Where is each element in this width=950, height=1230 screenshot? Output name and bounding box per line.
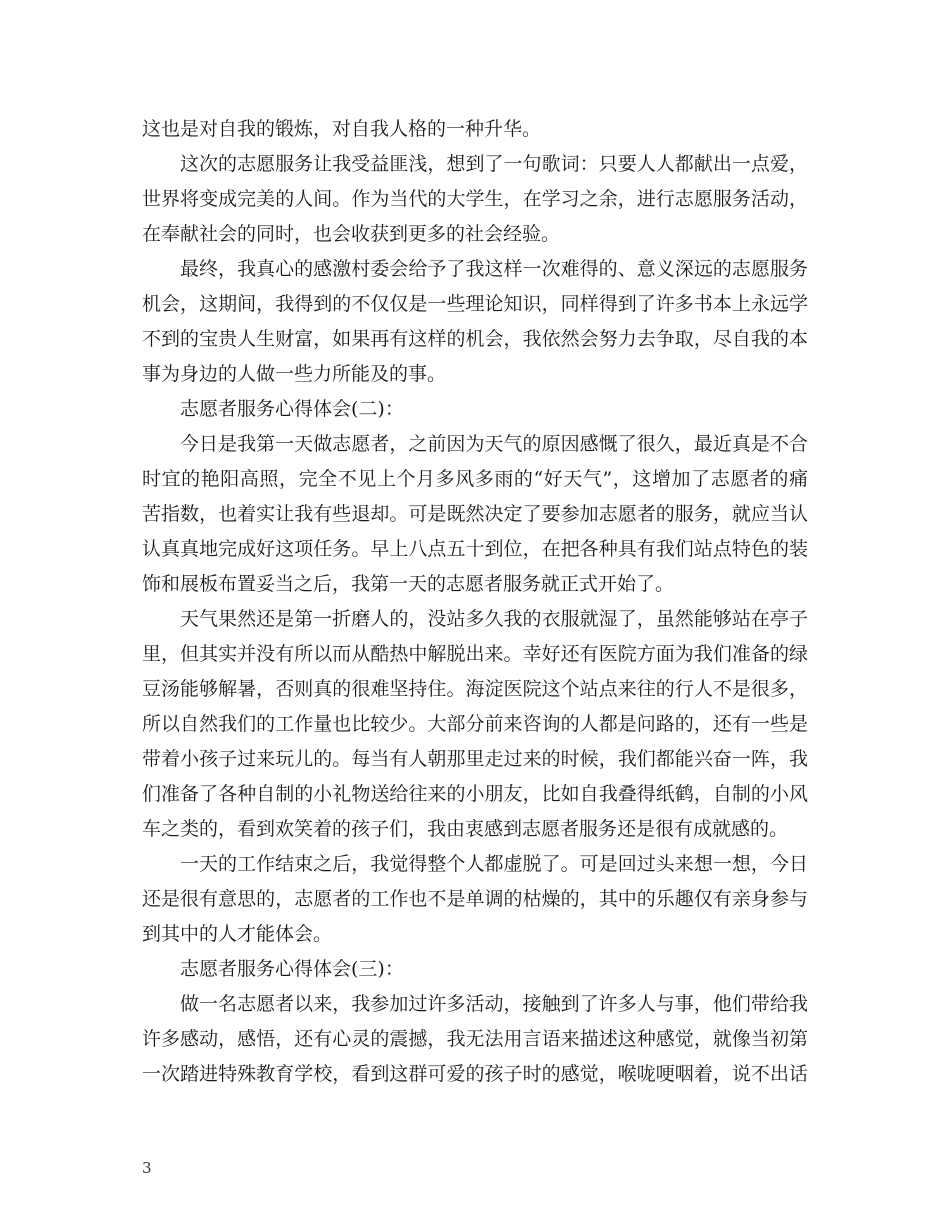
paragraph-line: 做一名志愿者以来，我参加过许多活动，接触到了许多人与事，他们带给我 <box>180 993 808 1015</box>
paragraph-line: 今日是我第一天做志愿者，之前因为天气的原因感慨了很久，最近真是不合 <box>180 433 808 455</box>
paragraph-line: 许多感动，感悟，还有心灵的震撼，我无法用言语来描述这种感觉，就像当初第 <box>142 1028 808 1050</box>
paragraph-line: 这也是对自我的锻炼，对自我人格的一种升华。 <box>142 118 542 140</box>
paragraph-line: 们准备了各种自制的小礼物送给往来的小朋友，比如自我叠得纸鹤，自制的小风 <box>142 783 808 805</box>
paragraph-line: 在奉献社会的同时，也会收获到更多的社会经验。 <box>142 223 561 245</box>
section-heading: 志愿者服务心得体会(三)： <box>180 958 404 980</box>
paragraph-line: 饰和展板布置妥当之后，我第一天的志愿者服务就正式开始了。 <box>142 573 675 595</box>
paragraph-line: 最终，我真心的感激村委会给予了我这样一次难得的、意义深远的志愿服务 <box>180 258 808 280</box>
paragraph-line: 苦指数，也着实让我有些退却。可是既然决定了要参加志愿者的服务，就应当认 <box>142 503 808 525</box>
paragraph-line: 一天的工作结束之后，我觉得整个人都虚脱了。可是回过头来想一想，今日 <box>180 853 808 875</box>
page-number: 3 <box>142 1159 152 1177</box>
paragraph-line: 天气果然还是第一折磨人的，没站多久我的衣服就湿了，虽然能够站在亭子 <box>180 608 808 630</box>
paragraph-line: 认真真地完成好这项任务。早上八点五十到位，在把各种具有我们站点特色的装 <box>142 538 808 560</box>
paragraph-line: 时宜的艳阳高照，完全不见上个月多风多雨的“好天气”，这增加了志愿者的痛 <box>142 468 808 490</box>
paragraph-line: 豆汤能够解暑，否则真的很难坚持住。海淀医院这个站点来往的行人不是很多， <box>142 678 808 700</box>
paragraph-line: 带着小孩子过来玩儿的。每当有人朝那里走过来的时候，我们都能兴奋一阵，我 <box>142 748 808 770</box>
paragraph-line: 不到的宝贵人生财富，如果再有这样的机会，我依然会努力去争取，尽自我的本 <box>142 328 808 350</box>
paragraph-line: 事为身边的人做一些力所能及的事。 <box>142 363 447 385</box>
section-heading: 志愿者服务心得体会(二)： <box>180 398 404 420</box>
paragraph-line: 里，但其实并没有所以而从酷热中解脱出来。幸好还有医院方面为我们准备的绿 <box>142 643 808 665</box>
paragraph-line: 这次的志愿服务让我受益匪浅，想到了一句歌词：只要人人都献出一点爱， <box>180 153 808 175</box>
document-body <box>142 112 808 1092</box>
paragraph-line: 世界将变成完美的人间。作为当代的大学生，在学习之余，进行志愿服务活动， <box>142 188 808 210</box>
paragraph-line: 机会，这期间，我得到的不仅仅是一些理论知识，同样得到了许多书本上永远学 <box>142 293 808 315</box>
paragraph-line: 还是很有意思的，志愿者的工作也不是单调的枯燥的，其中的乐趣仅有亲身参与 <box>142 888 808 910</box>
paragraph-line: 车之类的，看到欢笑着的孩子们，我由衷感到志愿者服务还是很有成就感的。 <box>142 818 789 840</box>
paragraph-line: 所以自然我们的工作量也比较少。大部分前来咨询的人都是问路的，还有一些是 <box>142 713 808 735</box>
paragraph-line: 一次踏进特殊教育学校，看到这群可爱的孩子时的感觉，喉咙哽咽着，说不出话 <box>142 1063 808 1085</box>
paragraph-line: 到其中的人才能体会。 <box>142 923 333 945</box>
